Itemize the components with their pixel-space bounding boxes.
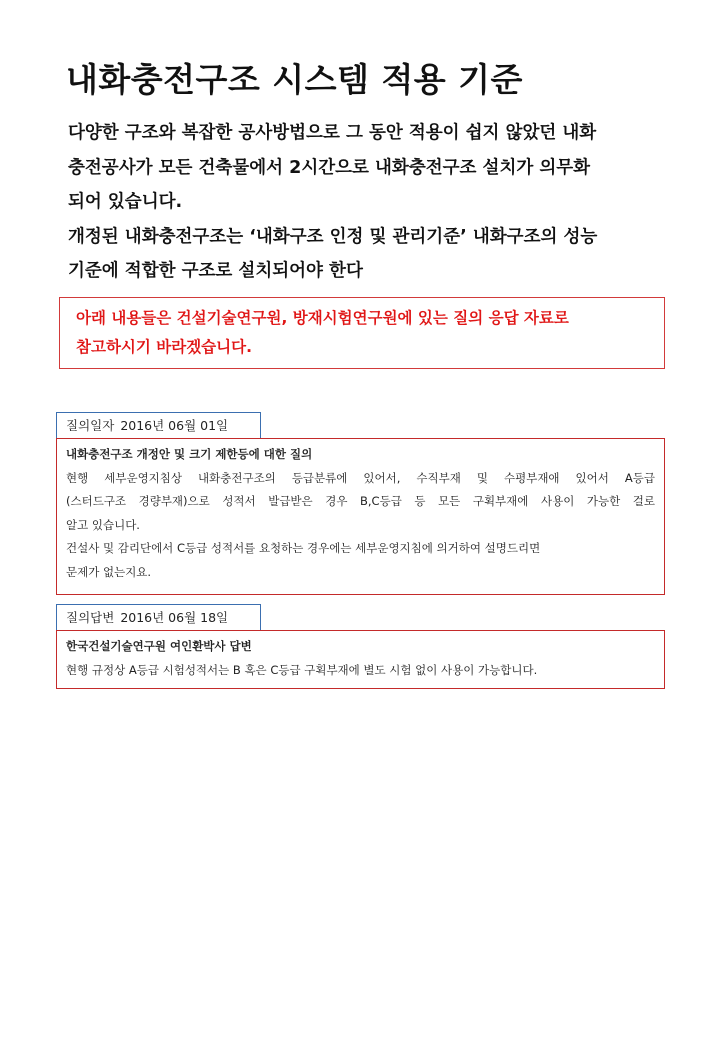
intro-line: 충전공사가 모든 건축물에서 2시간으로 내화충전구조 설치가 의무화 xyxy=(68,157,591,178)
question-line: 현행 세부운영지침상 내화충전구조의 등급분류에 있어서, 수직부재 및 수평부재애 있어서 A등급 xyxy=(66,470,655,485)
question-date-value: 2016년 06월 01일 xyxy=(120,418,229,433)
answer-box xyxy=(56,630,665,689)
answer-line: 현행 규정상 A등급 시험성적서는 B 혹은 C등급 구획부재에 별도 시험 없이 사용이 가능합니다. xyxy=(66,662,538,677)
question-line: 문제가 없는지요. xyxy=(66,564,152,579)
intro-line: 개정된 내화충전구조는 ‘내화구조 인정 및 관리기준’ 내화구조의 성능 xyxy=(68,226,598,247)
page-title: 내화충전구조 시스템 적용 기준 xyxy=(66,60,523,99)
answer-responder: 한국건설기술연구원 여인환박사 답변 xyxy=(66,639,252,653)
question-date-tab xyxy=(56,412,261,438)
question-date-label: 질의일자 xyxy=(66,418,115,433)
notice-line: 참고하시기 바라겠습니다. xyxy=(76,338,252,356)
notice-box xyxy=(59,297,665,369)
intro-line: 기준에 적합한 구조로 설치되어야 한다 xyxy=(68,261,363,281)
question-line: (스터드구조 경량부재)으로 성적서 발급받은 경우 B,C등급 등 모든 구획부재에 사용이 가능한 걸로 xyxy=(66,494,655,508)
intro-line: 되어 있습니다. xyxy=(68,192,183,212)
question-subject: 내화충전구조 개정안 및 크기 제한등에 대한 질의 xyxy=(66,447,313,461)
notice-line: 아래 내용들은 건설기술연구원, 방재시험연구원에 있는 질의 응답 자료로 xyxy=(76,309,569,327)
question-box xyxy=(56,438,665,595)
intro-paragraph xyxy=(68,116,688,289)
answer-date-tab xyxy=(56,604,261,630)
answer-date-value: 2016년 06월 18일 xyxy=(120,610,229,625)
question-line: 건설사 및 감리단에서 C등급 성적서를 요청하는 경우에는 세부운영지침에 의거하여 설명드리면 xyxy=(66,541,541,555)
intro-line: 다양한 구조와 복잡한 공사방법으로 그 동안 적용이 쉽지 않았던 내화 xyxy=(68,123,597,143)
answer-date-label: 질의답변 xyxy=(66,610,115,625)
question-line: 알고 있습니다. xyxy=(66,517,140,532)
